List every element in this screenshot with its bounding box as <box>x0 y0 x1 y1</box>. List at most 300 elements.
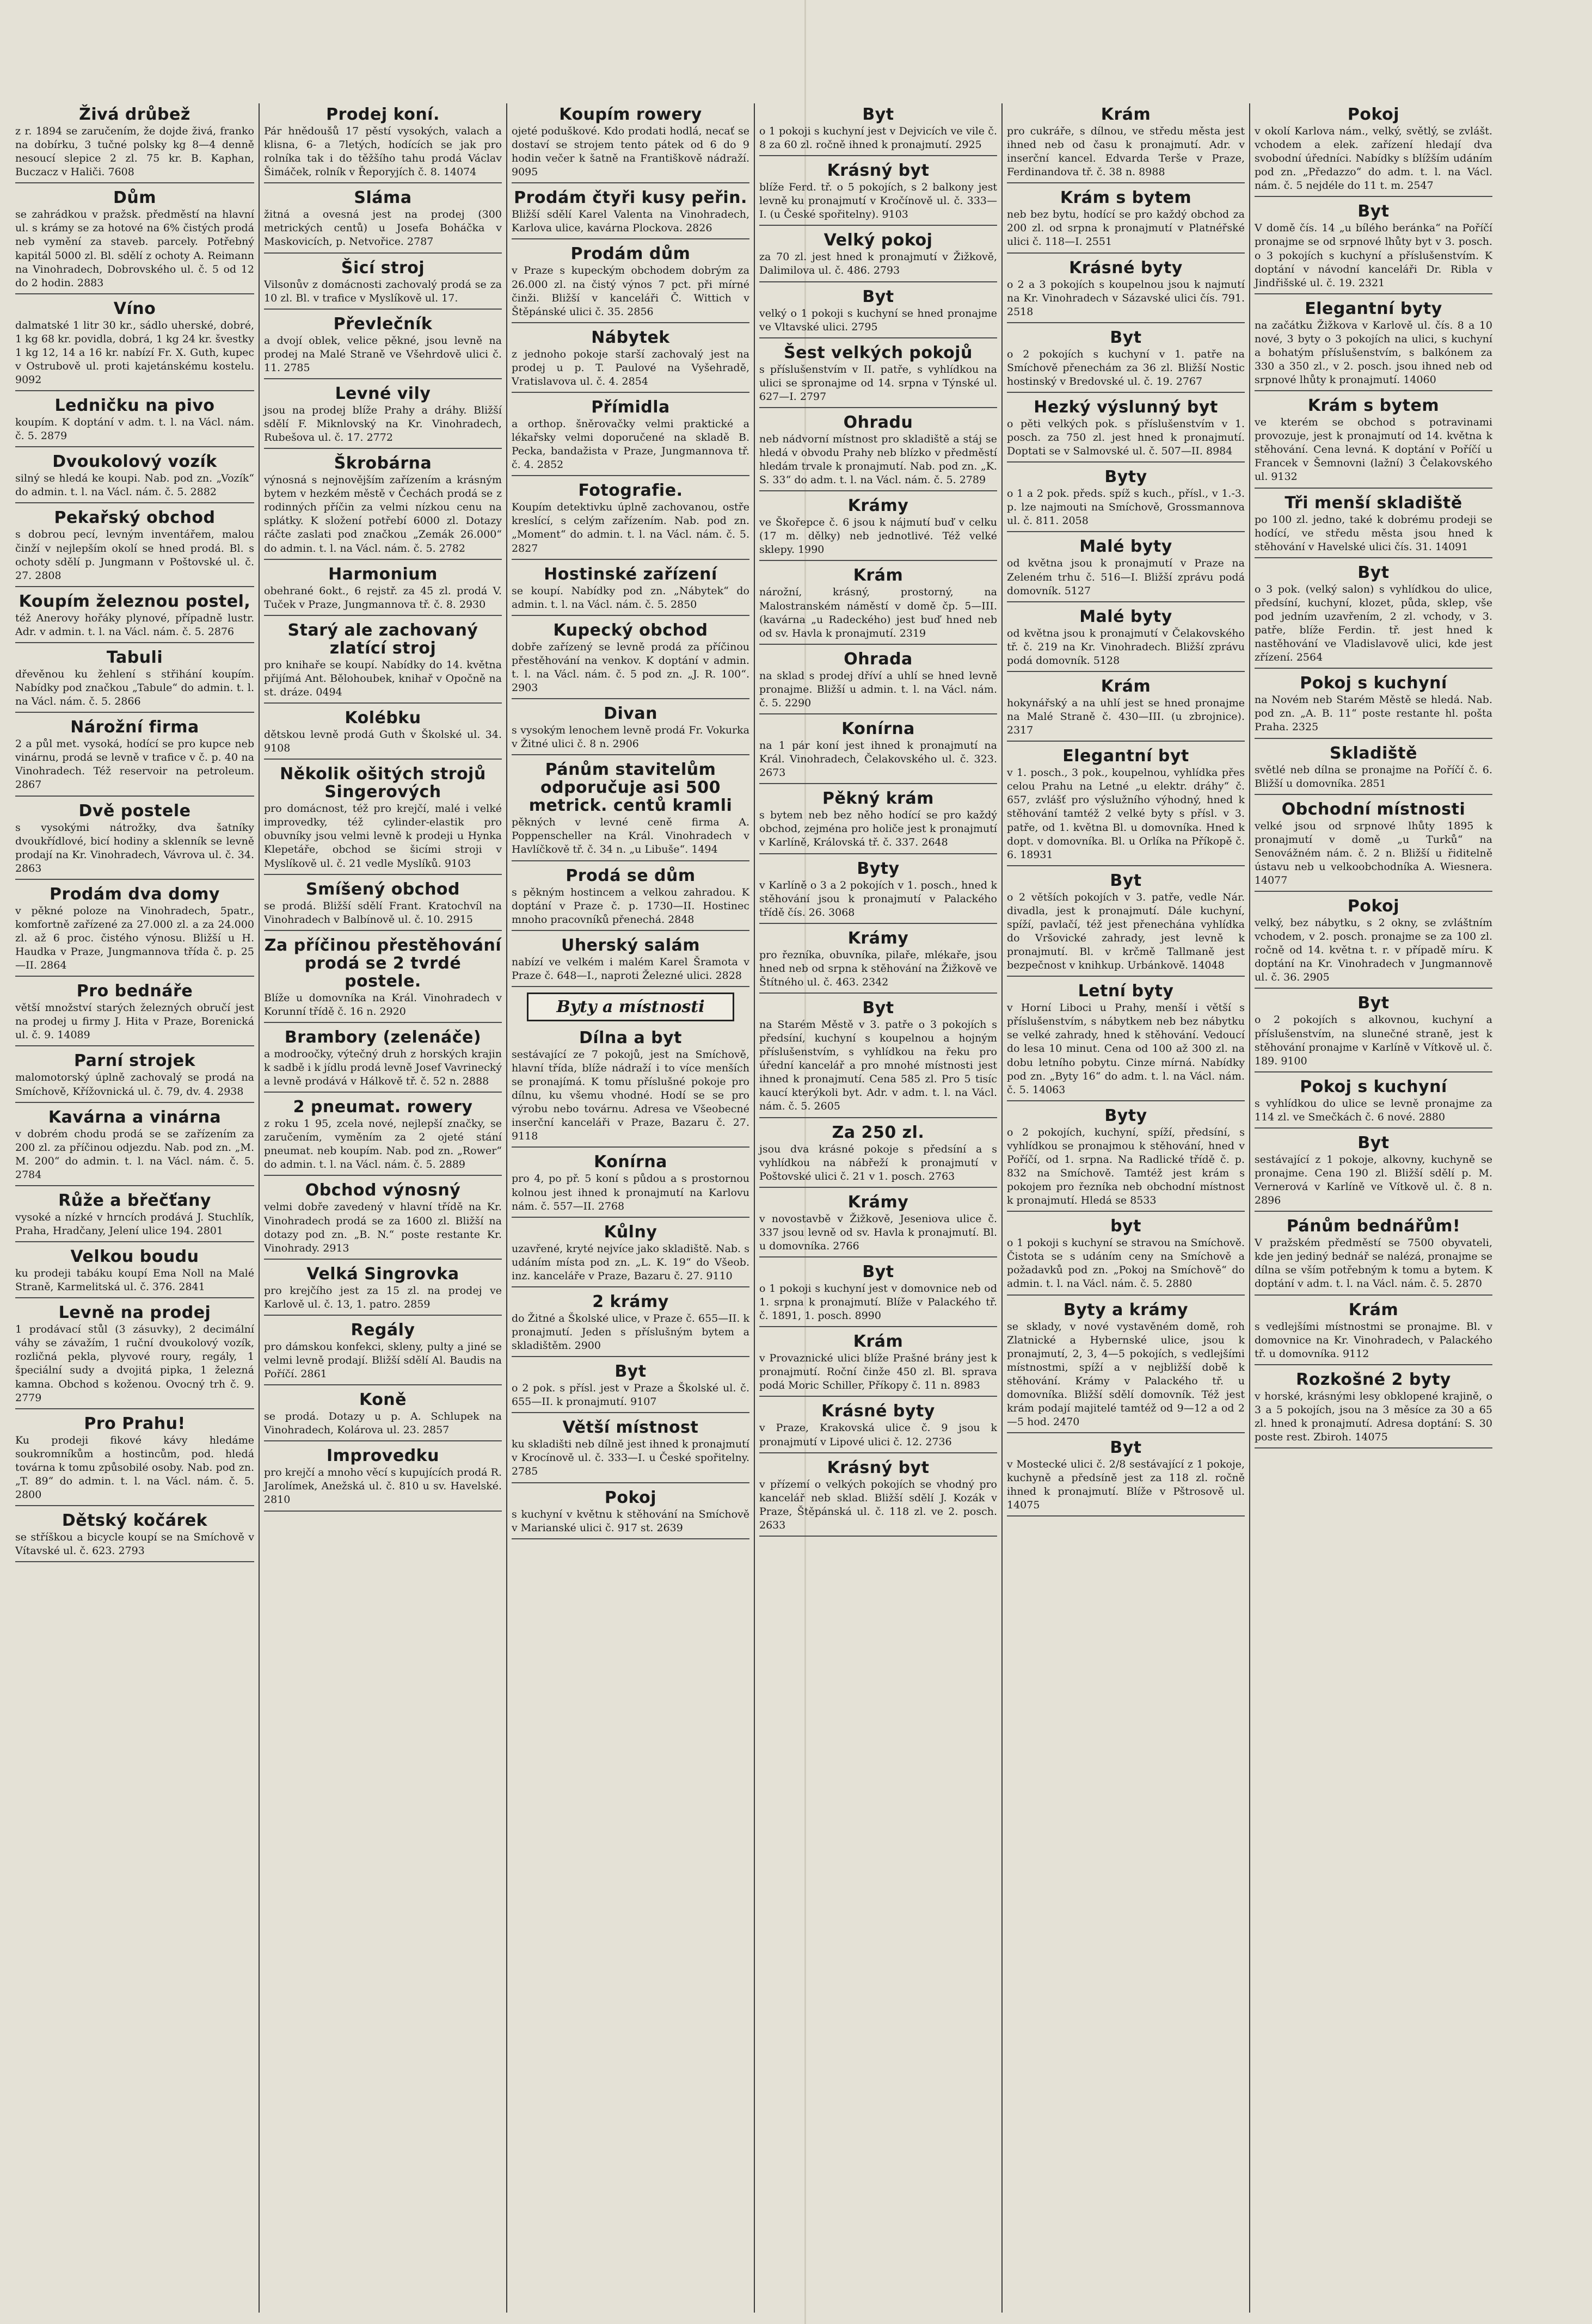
ad-body: ve kterém se obchod s potravinami provozuje, jest k pronajmutí od 14. května k stěhování. Cena levná. K doptání v Poříčí u Francek v Šemnovni (lažní) 3 Čelakovského ul. 9132 <box>1255 416 1492 483</box>
ad-heading: Ohradu <box>843 412 913 432</box>
classified-ad <box>15 593 254 643</box>
ad-heading: Šest velkých pokojů <box>784 343 973 362</box>
ad-heading: Větší místnost <box>562 1418 699 1438</box>
ad-body: s dobrou pecí, levným inventářem, malou činží v nejlepším okolí se hned prodá. Bl. s ochoty sdělí p. Jungmann v Poštovské ul. č. 27. 2808 <box>15 528 254 582</box>
ad-body: sestávající ze 7 pokojů, jest na Smíchově, hlavní třída, blíže nádraží i to více menších se pronajímá. K tomu příslušné pokoje pro dílnu, ku všemu vhodné. Hodí se se pro výrobu nebo továrnu. Adresa ve Všeobecné inserční kanceláři v Praze, Bazaru č. 27. 9118 <box>512 1048 749 1143</box>
ad-heading: Živá drůbež <box>79 105 190 124</box>
ad-heading: Krám <box>1101 676 1151 696</box>
ad-body: po 100 zl. jedno, také k dobrému prodeji se hodící, ve středu města jsou hned k stěhování v Havelské ulici čís. 31. 14091 <box>1255 513 1492 553</box>
ad-heading: Hostinské zařízení <box>544 564 717 584</box>
classified-ad <box>512 1029 749 1148</box>
ad-body: uzavřené, kryté nejvíce jako skladiště. Nab. s udáním místa pod zn. „L. K. 19“ do Všeob. inz. kanceláře v Praze, Bazaru č. 27. 9110 <box>512 1242 749 1282</box>
ad-body: na 1 pár koní jest ihned k pronajmutí na Král. Vinohradech, Čelakovského ul. č. 323. 2673 <box>759 739 997 779</box>
classified-ad <box>759 1124 997 1188</box>
classified-ad <box>1007 538 1245 602</box>
classified-ad <box>512 189 749 239</box>
ad-heading: Byty <box>857 859 900 878</box>
ad-body: nárožní, krásný, prostorný, na Malostranském náměstí v domě čp. 5—III. (kavárna „u Radeckého) jest buď hned neb od sv. Havla k pronajmutí. 2319 <box>759 586 997 639</box>
ad-heading: Růže a břečťany <box>58 1191 211 1210</box>
classified-ad <box>512 1153 749 1217</box>
ad-body: o 2 pokojích s kuchyní v 1. patře na Smíchově přenechám za 36 zl. Bližší Nostic hostinský v Bredovské ul. č. 19. 2767 <box>1007 348 1245 387</box>
classified-ad <box>1255 1371 1492 1448</box>
ad-body: malomotorský úplně zachovalý se prodá na Smíchově, Křížovnická ul. č. 79, dv. 4. 2938 <box>15 1071 254 1098</box>
classified-ad <box>15 1192 254 1242</box>
ad-body: o 1 a 2 pok. předs. spíž s kuch., přísl., v 1.-3. p. lze najmouti na Smíchově, Grossmannova ul. č. 811. 2058 <box>1007 488 1245 527</box>
ad-body: sestávající z 1 pokoje, alkovny, kuchyně se pronajme. Cena 190 zl. Bližší sdělí p. M. Vernerová v Karlíně ve Vítkově ul. č. 8 n. 2896 <box>1255 1153 1492 1207</box>
ad-heading: Levné vily <box>335 384 431 403</box>
classified-ad <box>512 936 749 987</box>
classified-ad <box>1007 329 1245 393</box>
classified-ad <box>15 885 254 977</box>
ad-heading: Brambory (zelenáče) <box>284 1027 482 1047</box>
ad-heading: Byt <box>862 105 894 124</box>
ad-heading: Tři menší skladiště <box>1284 493 1462 513</box>
ad-body: pro 4, po př. 5 koní s půdou a s prostornou kolnou jest ihned k pronajmutí na Karlovu nám. č. 557—II. 2768 <box>512 1173 749 1212</box>
classified-ad <box>512 245 749 323</box>
ad-body: od května jsou k pronajmutí v Praze na Zeleném trhu č. 516—I. Bližší zprávu podá domovník. 5127 <box>1007 557 1245 597</box>
classified-ad <box>512 1293 749 1357</box>
classified-ad <box>15 397 254 447</box>
classified-ad <box>264 454 502 559</box>
classified-ad <box>264 565 502 616</box>
classified-ad <box>15 802 254 880</box>
classified-ad <box>264 1447 502 1511</box>
ad-heading: Elegantní byty <box>1305 299 1442 318</box>
ad-heading: Byt <box>614 1362 647 1382</box>
ad-body: neb nádvorní místnost pro skladiště a stáj se hledá v obvodu Prahy neb blízko v předměstí hledám trvale k pronajmutí. Nab. pod zn. „K. S. 33“ do adm. t. l. na Václ. nám. č. 5. 2789 <box>759 433 997 486</box>
ad-body: dětskou levně prodá Guth v Školské ul. 34. 9108 <box>264 729 502 755</box>
ad-heading: Přímidla <box>591 398 670 417</box>
ad-body: v horské, krásnými lesy obklopené krajině, o 3 a 5 pokojích, jsou na 3 měsíce za 30 a 65 zl. hned k pronajmutí. Adresa doptání: S. 30 poste rest. Zbiroh. 14075 <box>1255 1390 1492 1443</box>
ad-body: ojeté poduškové. Kdo prodati hodlá, necať se dostaví se strojem tento pátek od 6 do 9 hodin večer k šatně na Františkově nádraží. 9095 <box>512 125 749 178</box>
ad-body: a dvojí oblek, velice pěkné, jsou levně na prodej na Malé Straně ve Všehrdově ulici č. 11. 2785 <box>264 334 502 374</box>
ad-heading: 2 krámy <box>592 1292 669 1311</box>
ad-heading: Velký pokoj <box>823 231 933 250</box>
ad-heading: Krám <box>1348 1300 1399 1320</box>
classified-ad <box>1255 300 1492 391</box>
ad-heading: Letní byty <box>1078 982 1174 1001</box>
ad-body: jsou dva krásné pokoje s předsíní a s vyhlídkou na nábřeží k pronajmutí v Poštovské ulici č. 21 v 1. posch. 2763 <box>759 1143 997 1182</box>
ad-heading: Byt <box>862 1262 894 1281</box>
column-4 <box>754 103 1001 2313</box>
ad-heading: Dílna a byt <box>579 1028 683 1047</box>
ad-body: se prodá. Bližší sdělí Frant. Kratochvíl na Vinohradech v Balbínově ul. č. 10. 2915 <box>264 899 502 926</box>
ad-body: o pěti velkých pok. s příslušenstvím v 1. posch. za 750 zl. jest hned k pronajmutí. Doptati se v Salmovské ul. č. 507—II. 8984 <box>1007 418 1245 458</box>
ad-body: na začátku Žižkova v Karlově ul. čís. 8 a 10 nové, 3 byty o 3 pokojích na ulici, s kuchyní a bohatým příslušenstvím, s balkónem za 330 a 350 zl., v 2. posch. jsou ihned neb od srpnové lhůty k pronajmutí. 14060 <box>1255 319 1492 386</box>
classified-ad <box>1255 202 1492 294</box>
ad-heading: Pro Prahu! <box>84 1414 186 1433</box>
classified-ad <box>264 880 502 931</box>
classified-ad <box>759 106 997 156</box>
classified-ad <box>759 1263 997 1327</box>
ad-heading: Krám s bytem <box>1307 396 1440 416</box>
ad-heading: Pokoj <box>1347 105 1400 124</box>
ad-heading: Prodá se dům <box>566 866 696 885</box>
ad-heading: Kavárna a vinárna <box>48 1107 222 1127</box>
classified-ad <box>1255 674 1492 738</box>
classified-ad <box>759 1333 997 1397</box>
ad-heading: Krásný byt <box>827 161 930 181</box>
ad-body: velké jsou od srpnové lhůty 1895 k pronajmutí v domě „u Turků“ na Senovážném nám. č. 2 n. Bližší u řiditelně ústavu neb u velkoobchodníka A. Wiesnera. 14077 <box>1255 819 1492 886</box>
classifieds-page <box>11 103 1565 2313</box>
ad-body: V domě čís. 14 „u bílého beránka“ na Poříčí pronajme se od srpnové lhůty byt v 3. posch. o 3 pokojích s kuchyní a příslušenstvím. K doptání v návodní kanceláři Dr. Ribla v Jindřišské ul. č. 19. 2321 <box>1255 222 1492 289</box>
ad-heading: Pánům bednářům! <box>1286 1217 1461 1236</box>
classified-ad <box>15 300 254 391</box>
classified-ad <box>759 929 997 994</box>
classified-ad <box>759 790 997 854</box>
classified-ad <box>759 720 997 784</box>
classified-ad <box>15 982 254 1046</box>
ad-body: se prodá. Dotazy u p. A. Schlupek na Vinohradech, Kolárova ul. 23. 2857 <box>264 1410 502 1437</box>
ad-heading: Malé byty <box>1079 537 1172 557</box>
classified-ad <box>512 1489 749 1539</box>
ad-body: na Novém neb Starém Městě se hledá. Nab. pod zn. „A. B. 11“ poste restante hl. pošta Praha. 2325 <box>1255 694 1492 733</box>
ad-heading: Dvoukolový vozík <box>52 452 217 472</box>
ad-body: dřevěnou ku žehlení s střihání koupím. Nabídky pod značkou „Tabule“ do admin. t. l. na Václ. nám. č. 5. 2866 <box>15 668 254 708</box>
classified-ad <box>264 106 502 183</box>
ad-heading: Šicí stroj <box>341 258 425 278</box>
ad-body: v Mostecké ulici č. 2/8 sestávající z 1 pokoje, kuchyně a předsíně jest za 118 zl. ročně ihned k pronajmutí. Blíže v Pštrosově ul. 14075 <box>1007 1458 1245 1512</box>
ad-heading: Za příčinou přestěhování prodá se 2 tvrdé postele. <box>264 935 502 991</box>
classified-ad <box>759 414 997 491</box>
ad-body: Vilsonův z domácnosti zachovalý prodá se za 10 zl. Bl. v trafice v Myslíkově ul. 17. <box>264 278 502 304</box>
ad-heading: Byt <box>1110 1438 1142 1458</box>
classified-ad <box>15 189 254 294</box>
ad-body: o 2 pok. s přísl. jest v Praze a Školské ul. č. 655—II. k pronajmutí. 9107 <box>512 1382 749 1408</box>
classified-ad <box>264 1028 502 1093</box>
ad-heading: Víno <box>113 299 156 318</box>
ad-body: a orthop. šněrovačky velmi praktické a lékařsky velmi doporučené na skladě B. Pecka, bandažista v Praze, Jungmannova tř. č. 4. 2852 <box>512 418 749 471</box>
ad-heading: Pekařský obchod <box>54 508 216 528</box>
ad-body: hokynářský a na uhlí jest se hned pronajme na Malé Straně č. 430—III. (u zbrojnice). 2317 <box>1007 696 1245 737</box>
ad-heading: Krásný byt <box>827 1458 930 1477</box>
ad-heading: Pánům stavitelům odporučuje asi 500 metrick. centů kramli <box>528 760 733 816</box>
classified-ad <box>512 1363 749 1413</box>
ad-body: větší množství starých železných obručí jest na prodej u firmy J. Hita v Praze, Borenická ul. č. 9. 14089 <box>15 1002 254 1041</box>
classified-ad <box>1007 1301 1245 1434</box>
classified-ad <box>759 1193 997 1257</box>
ad-heading: Rozkošné 2 byty <box>1296 1370 1451 1389</box>
ad-body: o 1 pokoji s kuchyní jest v domovnice neb od 1. srpna k pronajmutí. Blíže v Palackého tř. č. 1891, 1. posch. 8990 <box>759 1282 997 1322</box>
ad-heading: Ledničku na pivo <box>54 396 215 416</box>
ad-body: velký o 1 pokoji s kuchyní se hned pronajme ve Vltavské ulici. 2795 <box>759 307 997 333</box>
ad-body: pro krejčího jest za 15 zl. na prodej ve Karlově ul. č. 13, 1. patro. 2859 <box>264 1284 502 1310</box>
classified-ad <box>264 259 502 310</box>
classified-ad <box>1255 1301 1492 1365</box>
classified-ad <box>1007 259 1245 323</box>
ad-heading: Pokoj <box>604 1488 657 1507</box>
ad-body: v pěkné poloze na Vinohradech, 5patr., komfortně zařízené za 27.000 zl. a za 24.000 zl. až 6 proc. čistého výnosu. Bližší u H. Haudka v Praze, Jungmannova třída č. p. 25—II. 2864 <box>15 904 254 972</box>
classified-ad <box>264 1321 502 1385</box>
column-3 <box>506 103 754 2313</box>
classified-ad <box>512 329 749 393</box>
ad-body: koupím. K doptání v adm. t. l. na Václ. nám. č. 5. 2879 <box>15 416 254 442</box>
classified-ad <box>15 1108 254 1186</box>
classified-ad <box>512 867 749 931</box>
ad-heading: Velkou boudu <box>70 1247 199 1267</box>
classified-ad <box>759 497 997 561</box>
classified-ad <box>512 1419 749 1483</box>
classified-ad <box>15 1304 254 1409</box>
ad-heading: Dvě postele <box>78 801 191 821</box>
ad-body: světlé neb dílna se pronajme na Poříčí č. 6. Bližší u domovníka. 2851 <box>1255 763 1492 790</box>
classified-ad <box>264 1181 502 1259</box>
classified-ad <box>759 344 997 408</box>
ad-body: Ku prodeji fikové kávy hledáme soukromníkům a hostincům, pod. hledá továrna k tomu způsobilé osoby. Nab. pod zn. „T. 89“ do admin. t. l. na Václ. nám. č. 5. 2800 <box>15 1434 254 1501</box>
ad-heading: byt <box>1110 1217 1141 1236</box>
ad-body: ve Škořepce č. 6 jsou k nájmutí buď v celku (17 m. dělky) neb jednotlivé. Též velké sklepy. 1990 <box>759 516 997 556</box>
ad-body: do Žitné a Školské ulice, v Praze č. 655—II. k pronajmutí. Jeden s příslušným bytem a skladištěm. 2900 <box>512 1312 749 1352</box>
ad-heading: Byt <box>862 998 894 1018</box>
ad-body: velký, bez nábytku, s 2 okny, se zvláštním vchodem, v 2. posch. pronajme se za 100 zl. ročně od 14. května t. r. v případě míru. K doptání na Kr. Vinohradech v Jungmannově ul. č. 36. 2905 <box>1255 917 1492 984</box>
ad-body: též Anerovy hořáky plynové, případně lustr. Adr. v admin. t. l. na Václ. nám. č. 5. 2876 <box>15 612 254 638</box>
classified-ad <box>15 106 254 183</box>
ad-heading: Prodám dům <box>570 244 691 264</box>
ad-body: žitná a ovesná jest na prodej (300 metrických centů) u Josefa Boháčka v Maskovicích, p. Netvořice. 2787 <box>264 208 502 248</box>
ad-body: se zahrádkou v pražsk. předměstí na hlavní ul. s krámy se za hotové na 6% čistých prodá neb vymění za staveb. parcely. Potřebný kapitál 5000 zl. Bl. sdělí z ochoty A. Reimann na Vinohradech, Dobrovského ul. č. 5 od 12 do 2 hodin. 2883 <box>15 208 254 289</box>
ad-heading: Skladiště <box>1330 743 1417 763</box>
ad-heading: Škrobárna <box>334 454 432 473</box>
ad-body: pro řezníka, obuvníka, pilaře, mlékaře, jsou hned neb od srpna k stěhování na Žižkově ve Štítného ul. č. 463. 2342 <box>759 948 997 988</box>
classified-ad <box>1007 677 1245 742</box>
ad-body: o 2 a 3 pokojích s koupelnou jsou k najmutí na Kr. Vinohradech v Sázavské ulici čís. 791. 2518 <box>1007 278 1245 318</box>
ad-body: s vysokými nátrožky, dva šatníky dvoukřídlové, bicí hodiny a sklenník se levně prodají na Kr. Vinohradech, Vávrova ul. č. 34. 2863 <box>15 821 254 874</box>
classified-ad <box>264 385 502 449</box>
ad-heading: Improvedku <box>327 1446 439 1466</box>
ad-body: o 2 pokojích s alkovnou, kuchyní a příslušenstvím, na slunečné straně, jest k stěhování pronajme v Karlíně v Vítkově ul. č. 189. 9100 <box>1255 1014 1492 1067</box>
ad-heading: Konírna <box>594 1152 667 1172</box>
classified-ad <box>1007 398 1245 463</box>
ad-body: Pár hnědoušů 17 pěstí vysokých, valach a klisna, 6- a 7letých, hodících se jak pro rolníka tak i do těžšího tahu prodá Václav Šimáček, rolník v Řeporyjích č. 8. 14074 <box>264 125 502 178</box>
ad-heading: Velká Singrovka <box>306 1264 459 1284</box>
ad-body: pro domácnost, též pro krejčí, malé i velké improvedky, též cylinder-elastik pro obuvníky jsou velmi levně k prodeji u Hynka Klepetáře, obchod se šicími stroji v Myslíkově ul. č. 21 vedle Myslíků. 9103 <box>264 803 502 870</box>
classified-ad <box>1007 106 1245 183</box>
ad-body: v okolí Karlova nám., velký, světlý, se zvlášt. vchodem a elek. zařízení hledají dva svobodní úředníci. Nabídky s blížším udáním pod zn. „Předazzo“ do adm. t. l. na Václ. nám. č. 5 nejdéle do 11 t. m. 2547 <box>1255 125 1492 192</box>
ad-heading: Harmonium <box>328 564 438 584</box>
ad-heading: Parní strojek <box>74 1051 195 1071</box>
ad-heading: Koupím železnou postel, <box>19 591 251 611</box>
ad-heading: Obchodní místnosti <box>1281 799 1466 819</box>
ad-heading: Nábytek <box>591 328 670 347</box>
ad-heading: Krám s bytem <box>1060 188 1192 208</box>
ad-heading: Byty <box>1104 1106 1147 1125</box>
ad-heading: Malé byty <box>1079 607 1172 626</box>
classified-ad <box>15 718 254 796</box>
ad-heading: Divan <box>604 704 657 724</box>
classified-ad <box>1007 189 1245 253</box>
ad-body: Blíže u domovníka na Král. Vinohradech v Korunní třídě č. 16 n. 2920 <box>264 991 502 1018</box>
classified-ad <box>15 509 254 587</box>
ad-heading: Pokoj <box>1347 897 1400 916</box>
classified-ad <box>512 761 749 861</box>
classified-ad <box>759 1402 997 1453</box>
classified-ad <box>1255 1217 1492 1295</box>
ad-body: o 3 pok. (velký salon) s vyhlídkou do ulice, předsíní, kuchyní, klozet, půda, sklep, vše pod jedním uzavřením, 2 zl. vchody, v 3. patře, blíže Ferdin. tř. jest hned k nastěhování ve Vladislavově ulici, kde jest zřízení. 2564 <box>1255 583 1492 664</box>
classified-ad <box>759 999 997 1118</box>
classified-ad <box>1007 1217 1245 1295</box>
ad-heading: Krám <box>853 566 903 585</box>
classified-ad <box>1255 397 1492 488</box>
ad-heading: Byt <box>1357 994 1390 1013</box>
ad-heading: Konírna <box>841 719 915 739</box>
classified-ad <box>1007 468 1245 532</box>
ad-heading: Byty <box>1104 467 1147 487</box>
ad-heading: Regály <box>351 1320 415 1340</box>
ad-body: pěkných v levné ceně firma A. Poppenscheller na Král. Vinohradech v Havlíčkově tř. č. 34 n. „u Libuše“. 1494 <box>512 816 749 856</box>
ad-body: v Praze, Krakovská ulice č. 9 jsou k pronajmutí v Lipové ulici č. 12. 2736 <box>759 1422 997 1448</box>
classified-ad <box>15 649 254 713</box>
ad-body: v přízemí o velkých pokojích se vhodný pro kancelář neb sklad. Bližší sdělí J. Kozák v Praze, Štěpánská ul. č. 118 zl. ve 2. posch. 2633 <box>759 1478 997 1531</box>
ad-body: v Provaznické ulici blíže Prašné brány jest k pronajmutí. Roční činže 450 zl. Bl. sprava podá Moric Schiller, Příkopy č. 11 n. 8983 <box>759 1352 997 1392</box>
ad-heading: Obchod výnosný <box>305 1181 461 1200</box>
ad-body: v dobrém chodu prodá se se zařízením za 200 zl. za příčinou odjezdu. Nab. pod zn. „M. M. 200“ do admin. t. l. na Václ. nám. č. 5. 2784 <box>15 1127 254 1181</box>
ad-body: V pražském předměstí se 7500 obyvateli, kde jen jediný bednář se nalézá, pronajme se dílna se vším potřebným k tomu a bytem. K doptání v adm. t. l. na Václ. nám. č. 5. 2870 <box>1255 1237 1492 1290</box>
ad-body: výnosná s nejnovějším zařízením a krásným bytem v hezkém městě v Čechách prodá se z rodinných příčin za velmi nízkou cenu na splátky. K složení potřebí 6000 zl. Dotazy ráčte zaslati pod značkou „Zemák 26.000“ do admin. t. l. na Václ. nám. č. 5. 2782 <box>264 474 502 554</box>
ad-body: z r. 1894 se zaručením, že dojde živá, franko na dobírku, 3 tučné polsky kg 8—4 denně nesoucí slepice 2 zl. 75 kr. B. Kaphan, Buczacz v Haliči. 7608 <box>15 125 254 178</box>
classified-ad <box>759 1459 997 1537</box>
ad-body: za 70 zl. jest hned k pronajmutí v Žižkově, Dalimilova ul. č. 486. 2793 <box>759 251 997 277</box>
ad-heading: Byt <box>1357 1133 1390 1152</box>
ad-body: pro krejčí a mnoho věcí s kupujících prodá R. Jarolímek, Anežská ul. č. 810 u sv. Havelské. 2810 <box>264 1466 502 1506</box>
ad-body: nabízí ve velkém i malém Karel Šramota v Praze č. 648—I., naproti Železné ulici. 2828 <box>512 956 749 982</box>
ad-heading: Pokoj s kuchyní <box>1300 674 1447 693</box>
classified-ad <box>15 1248 254 1298</box>
ad-body: od května jsou k pronajmutí v Čelakovského tř. č. 219 na Kr. Vinohradech. Bližší zprávu podá domovník. 5128 <box>1007 627 1245 667</box>
ad-body: 1 prodávací stůl (3 zásuvky), 2 decimální váhy se závažím, 1 ruční dvoukolový vozík, rozličná pekla, plyvové roury, regály, 1 špeciální sudy a dvojitá pipka, 1 železná kamna. Obchod s koženou. Ovocný trh č. 9. 2779 <box>15 1323 254 1404</box>
ad-body: neb bez bytu, hodící se pro každý obchod za 200 zl. od srpna k pronajmutí v Platnéřské ulici č. 118—I. 2551 <box>1007 208 1245 248</box>
ad-body: na sklad s prodej dříví a uhlí se hned levně pronajme. Bližší u admin. t. l. na Václ. nám. č. 5. 2290 <box>759 669 997 709</box>
ad-body: a modroočky, výtečný druh z horských krajin k sadbě i k jídlu prodá levně Josef Vavrinecký a levně prodává v Hálkově tř. č. 52 n. 2888 <box>264 1047 502 1088</box>
ad-heading: Nárožní firma <box>70 718 199 737</box>
classified-ad <box>512 1223 749 1287</box>
classified-ad <box>512 565 749 616</box>
classified-ad <box>759 162 997 226</box>
ad-heading: Koupím rowery <box>559 105 702 124</box>
classified-ad <box>1255 106 1492 197</box>
ad-heading: Byt <box>862 287 894 306</box>
ad-body: z roku 1 95, zcela nové, nejlepší značky, se zaručením, vyměním za 2 ojeté stání pneumat. neb koupím. Nab. pod zn. „Rower“ do admin. t. l. na Václ. nám. č. 5. 2889 <box>264 1118 502 1171</box>
classified-ad <box>264 765 502 874</box>
ad-body: v novostavbě v Žižkově, Jeseniova ulice č. 337 jsou levně od sv. Havla k pronajmutí. Bl. u domovníka. 2766 <box>759 1212 997 1252</box>
ad-body: v 1. posch., 3 pok., koupelnou, vyhlídka přes celou Prahu na Letné „u elektr. dráhy“ č. 657, zvlášť pro výslužního výhodný, hned k stěhování tamtéž 2 velké byty s přísl. v 3. patře, od 1. května Bl. u domovníka. Hned k dopt. v domovníka. Bl. u Orlíka na Příkopě č. 6. 18931 <box>1007 767 1245 861</box>
ad-body: o 1 pokoji s kuchyní se stravou na Smíchově. Čistota se s udáním ceny na Smíchově a požadavků pod zn. „Pokoj na Smíchově“ do admin. t. l. na Václ. nám. č. 5. 2880 <box>1007 1237 1245 1290</box>
ad-body: pro dámskou konfekci, skleny, pulty a jiné se velmi levně prodají. Bližší sdělí Al. Baudis na Poříčí. 2861 <box>264 1340 502 1380</box>
ad-body: vysoké a nízké v hrncích prodává J. Stuchlík, Praha, Hradčany, Jelení ulice 194. 2801 <box>15 1211 254 1237</box>
classified-ad <box>1007 1107 1245 1212</box>
ad-heading: Krásné byty <box>821 1402 935 1421</box>
ad-body: s pěkným hostincem a velkou zahradou. K doptání v Praze č. p. 1730—II. Hostinec mnoho pracovníků přenechá. 2848 <box>512 886 749 926</box>
ad-heading: Elegantní byt <box>1062 747 1189 766</box>
classified-ad <box>1255 564 1492 669</box>
ad-body: 2 a půl met. vysoká, hodící se pro kupce neb vinárnu, prodá se levně v trafice v č. p. 40 na Vinohradech. Též reservoir na petroleum. 2867 <box>15 738 254 791</box>
ad-body: o 1 pokoji s kuchyní jest v Dejvicích ve vile č. 8 za 60 zl. ročně ihned k pronajmutí. 2925 <box>759 125 997 151</box>
ad-body: se stříškou a bicycle koupí se na Smíchově v Vítavské ul. č. 623. 2793 <box>15 1531 254 1557</box>
classified-ad <box>264 621 502 704</box>
classified-ad <box>264 936 502 1023</box>
ad-body: obehrané 6okt., 6 rejstř. za 45 zl. prodá V. Tuček v Praze, Jungmannova tř. č. 8. 2930 <box>264 584 502 611</box>
ad-body: pro knihaře se koupí. Nabídky do 14. května přijímá Ant. Bělohoubek, knihař v Opočně na st. dráze. 0494 <box>264 658 502 698</box>
ad-body: s kuchyní v květnu k stěhování na Smíchově v Marianské ulici č. 917 st. 2639 <box>512 1508 749 1534</box>
ad-heading: Pro bednáře <box>76 982 193 1001</box>
ad-body: z jednoho pokoje starší zachovalý jest na prodej u p. T. Paulové na Vyšehradě, Vratislavova ul. č. 4. 2854 <box>512 348 749 387</box>
ad-heading: Starý ale zachovaný zlatící stroj <box>287 620 478 658</box>
classified-ad <box>759 650 997 714</box>
ad-body: s vyhlídkou do ulice se levně pronajme za 114 zl. ve Smečkách č. 6 nové. 2880 <box>1255 1097 1492 1123</box>
column-5 <box>1001 103 1249 2313</box>
classified-ad <box>15 1415 254 1506</box>
classified-ad <box>1255 494 1492 558</box>
ad-heading: Uherský salám <box>561 935 700 955</box>
classified-ad <box>512 705 749 755</box>
column-6 <box>1249 103 1497 2313</box>
ad-heading: Krám <box>853 1332 903 1352</box>
ad-body: v Horní Liboci u Prahy, menší i větší s příslušenstvím, s nábytkem neb bez nábytku se velké zahrady, hned k stěhování. Vedoucí do lesa 10 minut. Cena od 100 až 300 zl. na dobu letního pobytu. Cinze mírná. Nabídky pod zn. „Byty 16“ do adm. t. l. na Václ. nám. č. 5. 14063 <box>1007 1002 1245 1096</box>
ad-body: se sklady, v nové vystavěném domě, roh Zlatnické a Hybernské ulice, jsou k pronajmutí, 2, 3, 4—5 pokojích, s vedlejšími místnostmi, spíží a v nejbližší době k stěhování. Krámy v Palackého tř. u domovníka. Bližší sdělí domovník. Též jest krám podají majitelé tamtéž od 9—12 a od 2—5 hod. 2470 <box>1007 1320 1245 1428</box>
ad-body: ku prodeji tabáku koupí Ema Noll na Malé Straně, Karmelitská ul. č. 376. 2841 <box>15 1267 254 1293</box>
ad-body: velmi dobře zavedený v hlavní třídě na Kr. Vinohradech prodá se za 1600 zl. Bližší na dotazy pod zn. „B. N.“ poste restante Kr. Vinohrady. 2913 <box>264 1201 502 1254</box>
ad-body: s vedlejšími místnostmi se pronajme. Bl. v domovnice na Kr. Vinohradech, v Palackého tř. u domovníka. 9112 <box>1255 1320 1492 1360</box>
ad-heading: Dětský kočárek <box>62 1511 208 1531</box>
classified-ad <box>1255 897 1492 989</box>
section-banner: Byty a místnosti <box>527 993 735 1021</box>
ad-body: dobře zařízený se levně prodá za příčinou přestěhování na venkov. K doptání v admin. t. l. na Václ. nám. č. 5 pod zn. „J. R. 100“. 2903 <box>512 640 749 694</box>
ad-heading: Krásné byty <box>1069 258 1183 278</box>
classified-ad <box>1007 608 1245 672</box>
ad-body: Bližší sdělí Karel Valenta na Vinohradech, Karlova ulice, kavárna Plockova. 2826 <box>512 208 749 235</box>
classified-ad <box>512 621 749 699</box>
ad-heading: Krámy <box>847 1192 909 1212</box>
ad-heading: Levně na prodej <box>58 1303 211 1323</box>
ad-heading: Za 250 zl. <box>832 1123 925 1142</box>
ad-body: o 2 pokojích, kuchyní, spíží, předsíní, s vyhlídkou se pronajmou k stěhování, hned v Poříčí, od 1. srpna. Na Radlické třídě č. p. 832 na Smíchově. Tamtéž jest krám s pokojem pro řezníka neb obchodní místnost k pronajmutí. Hledá se 8533 <box>1007 1126 1245 1207</box>
ad-heading: Kolébku <box>345 708 421 728</box>
ad-body: s bytem neb bez něho hodící se pro každý obchod, zejména pro holiče jest k pronajmutí v Karlíně, Královská tř. č. 337. 2648 <box>759 809 997 849</box>
classified-ad <box>759 860 997 924</box>
ad-heading: Převlečník <box>333 314 433 334</box>
ad-body: Koupím detektivku úplně zachovanou, ostře kreslící, s celým zařízením. Nab. pod zn. „Moment“ do admin. t. l. na Václ. nám. č. 5. 2827 <box>512 501 749 554</box>
classified-ad <box>264 1265 502 1316</box>
ad-heading: Sláma <box>354 188 412 208</box>
ad-heading: 2 pneumat. rowery <box>293 1098 473 1117</box>
ad-body: na Starém Městě v 3. patře o 3 pokojích s předsíní, kuchyní s koupelnou a hojným příslušenstvím, s vyhlídkou na řeku pro úřední kancelář a pro mnohé místnosti jest ihned k pronajmutí. Cena 585 zl. Pro 5 tisíc kaucí kterýkoli byt. Adr. v adm. t. l. na Václ. nám. č. 5. 2605 <box>759 1018 997 1113</box>
ad-heading: Byty a krámy <box>1063 1300 1189 1320</box>
ad-body: blíže Ferd. tř. o 5 pokojích, s 2 balkony jest levně ku pronajmutí v Kročínově ul. č. 333—I. (u České spořitelny). 9103 <box>759 181 997 221</box>
ad-heading: Krámy <box>847 928 909 948</box>
ad-heading: Byt <box>1110 328 1142 347</box>
ad-heading: Koně <box>359 1390 407 1410</box>
column-2 <box>259 103 506 2313</box>
ad-body: v Karlíně o 3 a 2 pokojích v 1. posch., hned k stěhování jsou k pronajmutí v Palackého třídě čís. 26. 3068 <box>759 879 997 918</box>
classified-ad <box>264 315 502 379</box>
classified-ad <box>1007 1439 1245 1517</box>
ad-heading: Byt <box>1110 871 1142 890</box>
classified-ad <box>1007 982 1245 1101</box>
classified-ad <box>512 106 749 183</box>
ad-heading: Pokoj s kuchyní <box>1300 1077 1447 1096</box>
classified-ad <box>15 1052 254 1102</box>
classified-ad <box>1255 800 1492 892</box>
classified-ad <box>264 1098 502 1176</box>
ad-heading: Hezký výslunný byt <box>1034 398 1218 417</box>
column-1 <box>11 103 259 2313</box>
classified-ad <box>1255 744 1492 795</box>
ad-body: s vysokým lenochem levně prodá Fr. Vokurka v Žitné ulici č. 8 n. 2906 <box>512 724 749 750</box>
ad-body: s příslušenstvím v II. patře, s vyhlídkou na ulici se spronajme od 14. srpna v Týnské ul. 627—I. 2797 <box>759 363 997 403</box>
ad-heading: Krám <box>1101 105 1151 124</box>
classified-ad <box>264 189 502 253</box>
classified-ad <box>1007 872 1245 977</box>
ad-body: jsou na prodej blíže Prahy a dráhy. Bližší sdělí F. Miknlovský na Kr. Vinohradech, Rubešova ul. č. 17. 2772 <box>264 404 502 444</box>
